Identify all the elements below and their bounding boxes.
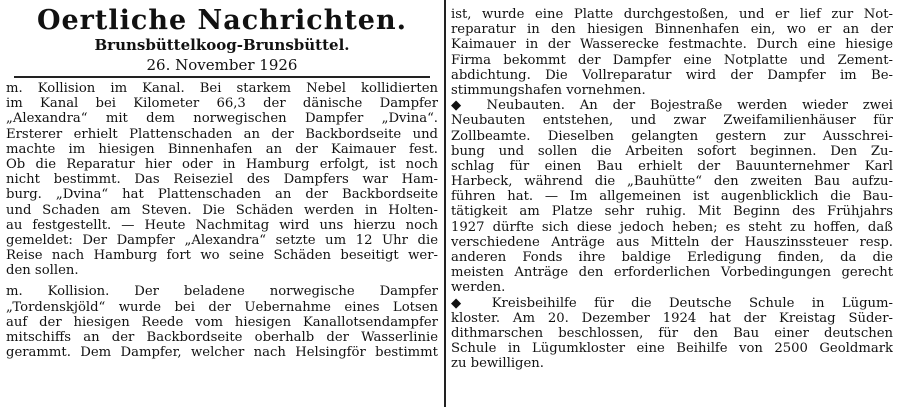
text-line: Ersterer erhielt Plattenschaden an der Backbordseite und: [6, 126, 438, 142]
text-line: den sollen.: [6, 263, 79, 279]
dateline: 26. November 1926: [146, 56, 298, 74]
text-line: au festgestellt. — Heute Nachmitag wird uns hierzu noch: [6, 217, 438, 233]
text-line: ◆ Neubauten. An der Bojestraße werden wieder zwei: [451, 98, 893, 114]
text-line: gemeldet: Der Dampfer „Alexandra“ setzte um 12 Uhr die: [6, 232, 438, 248]
text-line: im Kanal bei Kilometer 66,3 der dänische Dampfer: [6, 96, 438, 112]
text-line: reparatur in den hiesigen Binnenhafen ein, wo er an der: [451, 22, 893, 38]
text-line: und Schaden am Steven. Die Schäden werden in Holten-: [6, 202, 438, 218]
text-line: „Tordenskjöld“ wurde bei der Uebernahme eines Lotsen: [6, 299, 438, 315]
text-line: burg. „Dvina“ hat Plattenschaden an der Backbordseite: [6, 187, 438, 203]
text-line: dithmarschen beschlossen, für den Bau einer deutschen: [451, 325, 893, 341]
text-line: verschiedene Anträge aus Mitteln der Hauszinssteuer resp.: [451, 234, 893, 250]
text-line: „Alexandra“ mit dem norwegischen Dampfer „Dvina“.: [6, 111, 438, 127]
left-article-text: [6, 81, 438, 360]
text-line: Firma bekommt der Dampfer eine Notplatte und Zement-: [451, 52, 893, 68]
right-article-text: [451, 7, 893, 372]
text-line: m. Kollision im Kanal. Bei starkem Nebel kollidierten: [6, 81, 438, 96]
section-title: Oertliche Nachrichten.: [36, 5, 408, 36]
text-line: gerammt. Dem Dampfer, welcher nach Helsingför bestimmt: [6, 345, 438, 361]
text-line: machte im hiesigen Binnenhafen an der Kaimauer fest.: [6, 141, 438, 157]
text-line: werden.: [451, 280, 506, 296]
text-line: Kaimauer in der Wasserecke festmachte. Durch eine hiesige: [451, 37, 893, 53]
text-line: abdichtung. Die Vollreparatur wird der Dampfer im Be-: [451, 67, 893, 83]
text-line: meisten Anträge den erforderlichen Vorbedingungen gerecht: [451, 265, 893, 281]
text-line: führen hat. — Im allgemeinen ist augenblicklich die Bau-: [451, 189, 893, 205]
text-line: auf der hiesigen Reede vom hiesigen Kanallotsendampfer: [6, 314, 438, 330]
text-line: tätigkeit am Platze sehr ruhig. Mit Beginn des Frühjahrs: [451, 204, 893, 220]
text-line: ◆ Kreisbeihilfe für die Deutsche Schule in Lügum-: [451, 295, 893, 311]
text-line: Harbeck, während die „Bauhütte“ den zweiten Bau aufzu-: [451, 174, 893, 190]
section-subtitle: Brunsbüttelkoog-Brunsbüttel.: [94, 36, 350, 54]
text-line: mitschiffs an der Backbordseite oberhalb der Wasserlinie: [6, 330, 438, 345]
text-line: m. Kollision. Der beladene norwegische Dampfer: [6, 284, 438, 300]
text-line: zu bewilligen.: [451, 356, 544, 372]
text-line: nicht bestimmt. Das Reiseziel des Dampfers war Ham-: [6, 172, 438, 188]
text-line: Neubauten entstehen, und zwar Zweifamilienhäuser für: [451, 113, 893, 129]
header-divider: [14, 76, 430, 78]
text-line: Schule in Lügumkloster eine Beihilfe von 2500 Geoldmark: [451, 341, 893, 357]
text-line: stimmungshafen vornehmen.: [451, 82, 646, 98]
text-line: schlag für einen Bau erhielt der Bauunternehmer Karl: [451, 158, 893, 174]
text-line: Zollbeamte. Dieselben gelangten gestern zur Ausschrei-: [451, 128, 893, 144]
text-line: ist, wurde eine Platte durchgestoßen, und er lief zur Not-: [451, 7, 893, 22]
text-line: anderen Fonds ihre baldige Erledigung finden, da die: [451, 250, 893, 265]
right-column: [451, 0, 893, 407]
text-line: Reise nach Hamburg fort wo seine Schäden beseitigt wer-: [6, 248, 438, 264]
text-line: kloster. Am 20. Dezember 1924 hat der Kreistag Süder-: [451, 310, 893, 326]
text-line: bung und sollen die Arbeiten sofort beginnen. Den Zu-: [451, 143, 893, 159]
text-line: Ob die Reparatur hier oder in Hamburg erfolgt, ist noch: [6, 156, 438, 172]
left-column: [6, 0, 438, 407]
column-divider: [444, 0, 446, 407]
text-line: 1927 dürfte sich diese jedoch heben; es steht zu hoffen, daß: [451, 219, 893, 235]
